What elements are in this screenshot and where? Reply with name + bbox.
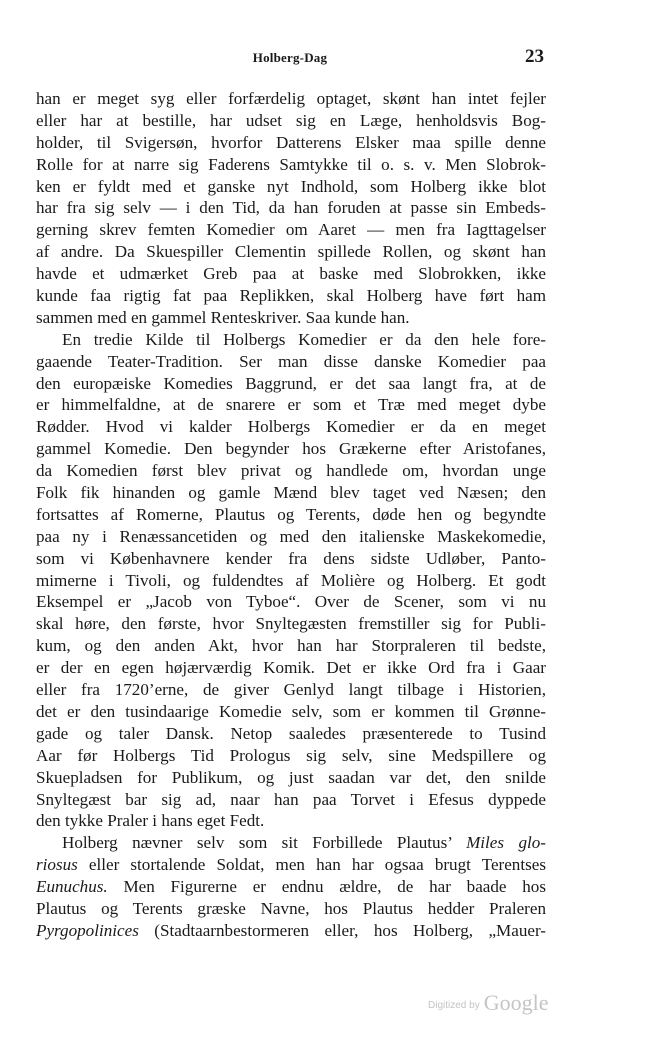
watermark-prefix: Digitized by bbox=[428, 1000, 480, 1011]
page-header bbox=[36, 46, 544, 70]
text-segment: har fra sig selv — i den Tid, da han foruden at passe sin Embeds- bbox=[36, 198, 546, 218]
text-line bbox=[36, 176, 546, 198]
text-line bbox=[36, 854, 546, 876]
text-segment: som vi Københavnere kender fra dens sidste Udløber, Panto- bbox=[36, 548, 546, 568]
text-line bbox=[36, 657, 546, 679]
text-line bbox=[36, 110, 546, 132]
text-segment: eller stortalende Soldat, men han har ogsaa brugt Terentses bbox=[77, 855, 546, 875]
text-line bbox=[36, 329, 546, 351]
text-segment: fortsattes af Romerne, Plautus og Terents, døde hen og begyndte bbox=[36, 504, 546, 524]
text-segment: Folk fik hinanden og gamle Mænd blev taget ved Næsen; den bbox=[36, 483, 546, 503]
text-line bbox=[36, 767, 546, 789]
text-segment: den europæiske Komedies Baggrund, er det saa langt fra, at de bbox=[36, 373, 546, 393]
text-segment: mimerne i Tivoli, og fuldendtes af Molière og Holberg. Et godt bbox=[36, 570, 546, 590]
text-segment: kunde faa rigtig fat paa Replikken, skal Holberg have ført ham bbox=[36, 286, 546, 306]
text-line bbox=[36, 613, 546, 635]
running-head: Holberg-Dag bbox=[252, 50, 328, 65]
text-line bbox=[36, 745, 546, 767]
text-line bbox=[36, 526, 546, 548]
italic-title: Miles glo- bbox=[466, 833, 546, 853]
text-line bbox=[36, 679, 546, 701]
text-line bbox=[36, 307, 546, 329]
text-line bbox=[36, 504, 546, 526]
text-segment: Rolle for at narre sig Faderens Samtykke til o. s. v. Men Slobrok- bbox=[36, 154, 546, 174]
text-line bbox=[36, 351, 546, 373]
text-segment: (Stadtaarnbestormeren eller, hos Holberg, „Mauer- bbox=[138, 920, 546, 940]
text-line bbox=[36, 482, 546, 504]
text-segment: er himmelfaldne, at de snarere er som et Træ med meget dybe bbox=[36, 395, 546, 415]
italic-title: Eunuchus. bbox=[36, 877, 108, 897]
text-segment: eller har at bestille, har udset sig en Læge, henholdsvis Bog- bbox=[36, 110, 546, 130]
text-line bbox=[36, 394, 546, 416]
watermark-brand: Google bbox=[483, 990, 549, 1015]
text-segment: han er meget syg eller forfærdelig optaget, skønt han intet fejler bbox=[36, 89, 546, 108]
text-line bbox=[36, 570, 546, 592]
page-number: 23 bbox=[525, 46, 544, 67]
text-line bbox=[36, 438, 546, 460]
digitized-watermark bbox=[428, 990, 578, 1014]
text-segment: den tykke Praler i hans eget Fedt. bbox=[36, 811, 265, 831]
text-segment: Skuepladsen for Publikum, og just saadan var det, den snilde bbox=[36, 767, 546, 787]
text-segment: ken er fyldt med et ganske nyt Indhold, som Holberg ikke blot bbox=[36, 176, 546, 196]
text-segment: gaaende Teater-Tradition. Ser man disse danske Komedier paa bbox=[36, 351, 546, 371]
text-line bbox=[36, 876, 546, 898]
text-line bbox=[36, 920, 546, 942]
text-segment: skal høre, den første, hvor Snyltegæsten fremstiller sig for Publi- bbox=[36, 614, 546, 634]
text-line bbox=[36, 723, 546, 745]
text-line bbox=[36, 898, 546, 920]
text-segment: Plautus og Terents græske Navne, hos Plautus hedder Praleren bbox=[36, 898, 546, 918]
text-line bbox=[36, 701, 546, 723]
text-line bbox=[36, 810, 546, 832]
text-segment: En tredie Kilde til Holbergs Komedier er da den hele fore- bbox=[62, 329, 546, 349]
text-line bbox=[36, 263, 546, 285]
text-line bbox=[36, 132, 546, 154]
text-line bbox=[36, 460, 546, 482]
text-segment: Men Figurerne er endnu ældre, de har baade hos bbox=[107, 877, 546, 897]
text-segment: Snyltegæst bar sig ad, naar han paa Torvet i Efesus dyppede bbox=[36, 789, 546, 809]
text-line bbox=[36, 789, 546, 811]
text-segment: Eksempel er „Jacob von Tyboe“. Over de Scener, som vi nu bbox=[36, 592, 546, 612]
text-segment: kum, og den anden Akt, hvor han har Storpraleren til bedste, bbox=[36, 636, 546, 656]
text-line bbox=[36, 373, 546, 395]
text-line bbox=[36, 241, 546, 263]
text-line bbox=[36, 154, 546, 176]
text-segment: er der en egen højærværdig Komik. Det er ikke Ord fra i Gaar bbox=[36, 658, 546, 678]
text-segment: havde et udmærket Greb paa at baske med Slobrokken, ikke bbox=[36, 264, 546, 284]
text-segment: gade og taler Dansk. Netop saaledes præsenterede to Tusind bbox=[36, 723, 546, 743]
text-segment: gammel Komedie. Den begynder hos Grækerne efter Aristofanes, bbox=[36, 439, 546, 459]
text-line bbox=[36, 285, 546, 307]
text-segment: Rødder. Hvod vi kalder Holbergs Komedier er da en meget bbox=[36, 417, 546, 437]
italic-title: Pyrgopolinices bbox=[36, 920, 139, 940]
text-segment: gerning skrev femten Komedier om Aaret — men fra Iagttagelser bbox=[36, 220, 546, 240]
text-line bbox=[36, 591, 546, 613]
text-line bbox=[36, 832, 546, 854]
body-text bbox=[36, 88, 546, 942]
text-segment: sammen med en gammel Renteskriver. Saa kunde han. bbox=[36, 307, 410, 327]
text-segment: af andre. Da Skuespiller Clementin spillede Rollen, og skønt han bbox=[36, 242, 546, 262]
text-segment: da Komedien først blev privat og handlede om, hvordan unge bbox=[36, 461, 546, 481]
text-segment: Holberg nævner selv som sit Forbillede Plautus’ bbox=[62, 833, 467, 853]
text-segment: holder, til Svigersøn, hvorfor Datterens Elsker maa spille denne bbox=[36, 132, 546, 152]
text-line bbox=[36, 548, 546, 570]
text-line bbox=[36, 635, 546, 657]
text-segment: Aar før Holbergs Tid Prologus sig selv, sine Medspillere og bbox=[36, 745, 546, 765]
text-line bbox=[36, 219, 546, 241]
text-line bbox=[36, 197, 546, 219]
text-segment: eller fra 1720’erne, de giver Genlyd langt tilbage i Historien, bbox=[36, 680, 546, 700]
text-line bbox=[36, 88, 546, 110]
italic-title: riosus bbox=[36, 855, 78, 875]
text-line bbox=[36, 416, 546, 438]
text-segment: det er den tusindaarige Komedie selv, som er kommen til Grønne- bbox=[36, 701, 546, 721]
text-segment: paa ny i Renæssancetiden og med den italienske Maskekomedie, bbox=[36, 526, 546, 546]
